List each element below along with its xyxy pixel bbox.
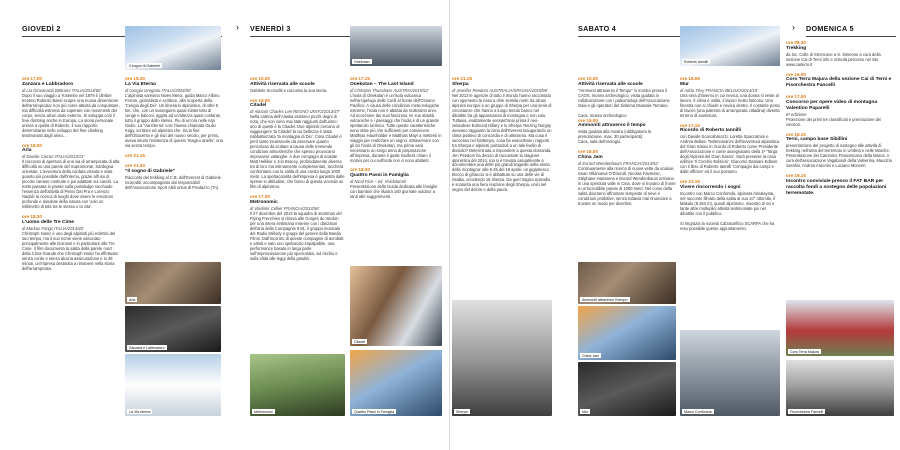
event-text: Proiezione dei primi tre classificati e premiazione dei vincitori. [786,116,882,127]
photo-zanzara [125,306,221,352]
event-time: ore 18.15 [786,131,806,137]
event-subtitle: di Evrard Wendenbaum FRANCIA/2013/52' [578,160,659,166]
event-subtitle: di Lia Giovanazzi Beltrami ITALIA/2014/60' [22,87,102,93]
day-header-sun: DOMENICA 5 [806,24,854,33]
photo-caption: Il sogno di Gabriele [129,63,160,68]
photo-caption: Metronomic [254,409,273,414]
event-time: ore 16.55 [680,76,700,81]
event-text: Incontro con Marco Confortola, alpinista himalaysta, nel racconto filmato della salita al suo 10° ottomila, il Makalu (8.463 m), quindi alpinismo, maestro di sci e tante altre molteplici attività testimoniate poi nel dibattito con il pubblico. [680,190,775,216]
event-text: Christoph Hainz è uno degli alpinisti più eclettici del suo tempo, ma il suo nome viene associato principalmente alle Dolomiti e in particolare alle Tre Cime. Il film documenta la salita della parete nord della Cima Grande che Christoph Hainz ha effettuato senza corde e senza alcuna assicurazione e in 48 minuti, un'impresa destinata a rimanere nella storia dell'arrampicata. [22,230,118,271]
right-page [450,0,900,450]
event-text: Nella catena dell'Alaska esistono picchi degni di nota, che non sono mai stati raggiunti dall'uomo: uno di questi è la Citadel. Due alpinisti cercano di raggiungere 'la Citadel' la cui bellezza è stata riabbattezzata 'la montagna di Dio'. Cima Citadel è però tanto incantevole da osservare quanto pericolosa da scalare a causa delle tremende condizioni atmosferiche che spesso provocano improvvise valanghe. A due compagni di scalate Matt Helliker e Jon Bracey, profondamente diversa tra di loro ma intimamente complementari, toccherà confrontarsi con la salita di una cresta lunga 1000 metri. La spettacolarità dell'impresa è garantita dalle riprese in altitudine, che fanno di questa vicenda un film di alpinismo. [250,114,345,190]
event-time: ore 21.15 [452,76,472,81]
event-title: Attività riservata alle scuole [578,81,643,87]
arrow-right-icon: › [792,22,795,32]
event-title: L'uomo delle Tre Cime [22,219,74,225]
photo-marco-confortola [680,330,780,416]
event-text: "Ammonti attraverso il Tempo" in mostra presso il CAOS, museo archeologico, visita guidata in collaborazione con i paleontologi dell'Associazione Gaia e gli operatori del Sistema Museale Ternano. [578,87,670,108]
event-time: ore 10.00 [578,76,598,81]
photo-caption: Marco Confortola [684,409,712,414]
event-subtitle: di Vladimir Cellier FRANCIA/2013/56' [250,205,320,211]
photo-mur [578,362,676,416]
event-title: Attività riservata alle scuole [250,81,315,87]
event-time: ore 16.00 [250,97,270,103]
event-text: da loc. Colle di Stroncone a S. Simeone a cura della sezione Cai di Terni info e scheda percorso nel sito www.caiterni.it [786,51,881,67]
event-text: visita guidata alla mostra (obbligatoria la prenotazione, max. 30 partecipanti). [578,129,652,140]
event-text: Dopo il suo viaggio a Yosemite nel 1979 il climber trentino Roberto Bassi scopre una nuova dimensione dell'arrampicata: non più come attività da conquistare, ma difficoltà estrema da superare con movimenti del corpo, senza alcun aiuto esterno. Si sviluppa così il free climbing anche in Europa. La storia personale unisce a quella di Roberto, il suo rapporto determinante nello sviluppo del free climbing testimoniati dagli amici... [22,92,120,138]
event-title: Ammoniti attraverso il tempo [578,123,646,129]
event-title: Zanzara e Labbradoro [22,81,74,87]
event [680,179,780,216]
event-time: ore 17.00 [250,194,270,200]
event-title: Coro Terra Majura della sezione Cai di Terni e Fisorchestra Fancelli [786,77,892,89]
event-title: Arla [22,148,32,154]
event-title: Sherpa [452,81,469,87]
photo-onekotan [350,26,442,66]
photo-ammoniti [578,262,676,304]
event [786,173,894,197]
event [786,94,894,127]
arrow-right-icon: › [236,22,239,32]
event-time: ore 21.30 [125,163,145,169]
event [250,76,345,93]
event-title: Terni, campo base Sibillini [786,137,848,143]
event-subtitle: 6ª edizione [786,111,807,117]
event-subtitle: di Jennifer Peedom AUSTRALIA/SPAGNA/2015/96' [452,87,548,93]
photo-caption: Quattro Passi in Famiglia [354,409,395,414]
event-text: Il racconto di apertura di una via di arrampicata di alta difficoltà su una parete del Supramonte, Sardegna orientale. L'avventura della cordata vissuta e vista quanto più possibile dall'interno, grazie all'uso di piccole camere costruite e poi adattate sui caschi. La notte passata in parete sulla portaledge racchiude l'essenza dell'attività di Pietro Dal Pra e Lorenzo Nadali: la ricerca di luoghi dove vivere le emozioni profonde e assolute della natura con 'solo un millimetro di tela tra te stesso e la vita'. [22,159,120,210]
event-subtitle: di Davide Carrari ITALIA/2013/13' [22,154,85,160]
photo-roberto-iannilli [680,26,780,66]
photo-coro-terra-majura [786,300,894,356]
photo-caption: Arla [129,297,136,302]
photo-citadel [350,266,442,346]
event [578,113,676,145]
photo-caption: Roberto Iannilli [684,59,708,64]
event-text: Il 27 dicembre del 2013 la squadra di stuntman del Flying Frenchies si ritrova alle Gorges du Verdon per una intera settimana insieme con i danzatori dell'aria della Compagnie 9.81, il gruppo musicale del Radio Mélody e gruppi del genere della Banda Films. Dall'incontro di queste compagnie di acrobati e artisti e nato uno spettacolo impalpabile, una performance basata in larga parte sull'improvvisazione più spericolata, sul rischio e sulla sfida alle leggi della gravità. [250,210,344,261]
photo-china-jam [578,306,676,360]
day-rule-sun [806,36,896,37]
event-title: China Jam [578,154,603,160]
event-title: Concorso per opere video di montagna Valentino Paparelli [786,99,878,111]
event-time: ore 18.30 [350,167,370,173]
event [22,143,120,210]
event-title: La Via Eterna [125,81,156,87]
photo-metronomic [250,354,345,416]
photo-caption: Mur [582,409,589,414]
photo-caption: Sherpa [456,409,468,414]
event-subtitle: di Giorgio Gregorio ITALIA/2003/50' [125,87,192,93]
event-text: L'isola di Onekotan è un'isola vulcanica nell'arcipelago delle Curili al fronte dell'Oceano Pacifico. A causa delle condizioni meteorologiche estreme, l'isola non è abitata da moltissimi anni. Ad eccezione dei suoi fascinosi, lei sue attività vulcaniche e i paesaggi che l'isola è di un grande spettacolo turistico. Tutte queste caratteristiche sono state più che sufficienti per convincere Matthias Haunholder e Matthias Mayr a mettersi in viaggio per realizzare un sogno: attraversare con gli sci l'isola di Onekotan, ma prima sarà necessario un lungo anno di preparazione all'impresa, durante il quale risulterà chiaro il motivo per cui sull'isola non ci sono abitanti. [350,92,442,163]
event-title: Mur [680,81,689,87]
event-time: ore 17.15 [350,76,370,81]
photo-caption: Coro Terra Majura [790,349,819,354]
event-text: Caos, museo archeologico [578,112,627,118]
column-thu-2 [125,76,223,195]
event-subtitle: di Alastair Charles Lee REGNO UNITO/2013/47' [250,109,340,115]
photo-caption: Zanzara e Labbradoro [129,345,165,350]
event-text: Si ringrazia la società Calzaturificio SCARPA che ha reso possibile questo appuntamento. [680,220,775,231]
event [250,194,345,261]
event-time: ore 18.00 [22,142,42,148]
event [680,221,780,231]
photo-caption: Fisorchestra Fancelli [790,409,824,414]
event-time: ore 17.00 [786,94,806,100]
photo-la-via-eterna [125,354,221,416]
event-text: Gabriele Scoroditi e racconta la sua storia. [250,87,328,93]
event [680,76,780,118]
event-time: ore 21.15 [125,152,145,158]
event-time: ore 18.30 [22,214,42,220]
event-title: Citadel [250,103,267,109]
event-time: ore 16.00 [578,117,598,123]
event [125,153,223,159]
photo-quattro-passi [350,350,442,416]
event-text: Racconto del trekking al C.B. dell'Everest di Gabriele Scoroditi, accompagnato dai responsabili dell'Associazione Sport Abili onlus di Predazzo (Tn). [125,174,221,190]
event-title: Metronomic [250,199,278,205]
event-time: ore 21.15 [680,179,700,185]
column-fri-2 [350,76,442,204]
event-text: Presentazione della Guida dedicata alle famiglie con bambini che illustra 150 giornate outdoor a tanti altri suggerimenti. [350,184,438,200]
event-time: ore 19.30 [125,76,145,81]
event-text: Una sera d'inverno in cui nevica, una donna si veste al lavoro. Il clima è ostile, il lavoro molto faticoso. Una finestra non si chiude e nevica dentro. Il costante posto di lavoro (una palestra di arrampicata cittadina) diventa terreno di avventura. [680,92,780,118]
event-time: ore 08.30 [786,40,806,45]
event-text: con Davide Scarcabarozzi, Loretta Spaccatrosi e Andrea Bollati. Testimonianze dell'avventura alpinistica del Gran Sasso in ricordo di Roberto come Presidente dell'Associazione e come assegnatario della 1ª 'Targa degli Alpinisti del Gran Sasso'. Sarà presente la casa editrice 'Il Cerchio Edizioni', Giacomo Damiani Editore con il libro di Roberto Iannilli 'Compagni dai campi e dalle officine' ed il suo postumo. [680,134,780,175]
day-header-sat: SABATO 4 [578,24,617,33]
event-time: ore 16.00 [578,149,598,155]
event-time: ore 17.00 [22,76,42,81]
event [22,214,120,271]
event-text: L'alpinista varesina Nives Meroi, guida Marco Albino Ferrari, giornalista e scrittore, alla scoperta della 'Cengia degli Dei'. Un itinerario alpinistico, di oltre 5 km, che, con un susseguirsi quasi ininterrotto di cenge e balconi, aggira ad un'altezza quasi costante, tutto il gruppo dello stelvio. Piu di un'ora nelle Alpi Giulie. La 'Via Eterna' così l'aveva chiamata Giulio Kugy, scrittore ed alpinista che, tra la fine dell'Ottocento e gli inizi del nuovo secolo, per primo, aveva intuito l'esistenza di questo 'magico anello', una via senza tempo. [125,92,223,148]
event [350,167,442,199]
event-title: Vivere rincorrendo i sogni [680,184,741,190]
event-text: Nel 2013 le agenzie di tutto il mondo hanno raccontato con sgomento la rissa a oltre seimila metri tra alcuni alpinisti europei e un gruppo di Sherpa per una serie di circostanze che hanno a lungo tenuto banco nel dibattito tra gli appassionati di montagna e non solo. Tuttavia, esattamente sessant'anni prima il neo-zelandese Edmund Hillary e lo Sherpa Tenzing Norgay avevano raggiunto la cima dell'Everest inaugurando un clima positivo di concordia e di ottimismo. Ma cosa è successo nel frattempo, cosa ha esacerbato i rapporti tra Sherpa e alpinisti portandoli a un tale livello di dissidio? Determinata a rispondere a questa domanda, Jen Peedom ha deciso di raccontare la stagione alpinistica del 2014, ma si è trovata casualmente a documentare una delle più grandi tragedie nella storia della montagna: alle 6.45 del 18 aprile, un gigantesco blocco di ghiaccio si è abbattuto su una delle vie di risalita, uccidendo 16 sherpa. Da quel tragico episodio è scaturita una fiera reazione degli Sherpa, unici nel segno del dolore e della paura. [452,92,552,193]
event-text: Continuamente alla ricerca di nuove vette da scalare, Sean Villanueva O'Driscoll, Nicolas Favresse, Stéphane Hanssens e Evrard Wendenbaum arrivano in una sperduta valle in Cina, dove si trovano di fronte a un'incredibile parete di 1000 metri. Nel corso della salita dovranno affrontare tempeste di neve e condizioni proibitive, senza tuttavia mai rinunciare a trovare un modo per divertirsi. [578,165,676,206]
event-time: ore 17.15 [680,122,700,128]
event [786,72,894,90]
event [786,40,894,67]
column-sat-1 [578,76,676,211]
column-fri-1 [250,76,345,266]
column-fri-3 [452,76,552,197]
event [578,149,676,206]
photo-caption: Citadel [354,339,366,344]
event-title: Incontro conviviale presso il FAT BAR per raccolta fondi a sostegno delle popolazioni terremotate. [786,178,887,196]
event-time: ore 19.15 [786,173,806,179]
event-subtitle: di Christian Thussbass AUSTRIA/2015/52' [350,87,429,93]
event [578,76,676,108]
column-sun [786,40,894,202]
event-time: ore 10.00 [250,76,270,81]
photo-caption: Onekotan [354,59,370,64]
column-thu-1 [22,76,120,276]
event [452,76,552,192]
column-sat-2 [680,76,780,236]
photo-arla [125,262,221,304]
event [250,98,345,189]
event [125,163,223,190]
event-title: Onekotan – The Last Island [350,81,414,87]
day-header-fri: VENERDÌ 3 [250,24,291,33]
photo-caption: Ammoniti attraverso il tempo [582,297,628,302]
event-text: presentazione del progetto di sostegno alle attività di trekking nell'area del terremoto in Umbria e nelle Marche. Presentazione del Cammino Francescano della Marca. A cura dell'associazione Vagabondi della Valnerina, Maurizio Serafini, Andrea Antonini e Luciano Monceri. [786,143,892,169]
event [786,132,894,169]
event-subtitle: di Markus Frings ITALIA/2013/40' [22,225,84,231]
day-header-thu: GIOVEDÌ 2 [22,24,61,33]
event-title: Trekking [786,45,807,51]
event-title: Quattro Passi in Famiglia [350,173,409,179]
event-text: Caos, sala dell'orologio. [578,139,622,145]
photo-fisorchestra [786,360,894,416]
event-subtitle: di Adda Tévy FRANCIA-BELGIO/2014/10' [680,87,758,93]
event [22,76,120,138]
event [350,76,442,162]
event-time: ore 16.00 [786,71,806,77]
event-title: Ricordo di Roberto Iannilli [680,128,742,134]
event-title: "Il sogno di Gabriele" [125,168,176,174]
photo-caption: La Via eterna [129,409,151,414]
event [125,76,223,148]
photo-caption: China Jam [582,353,600,358]
event [680,123,780,174]
photo-il-sogno-di-gabriele [125,26,221,70]
event-subtitle: di Nicol Fiori – ed. Vividolomiti [350,179,406,185]
photo-sherpa [452,300,552,416]
